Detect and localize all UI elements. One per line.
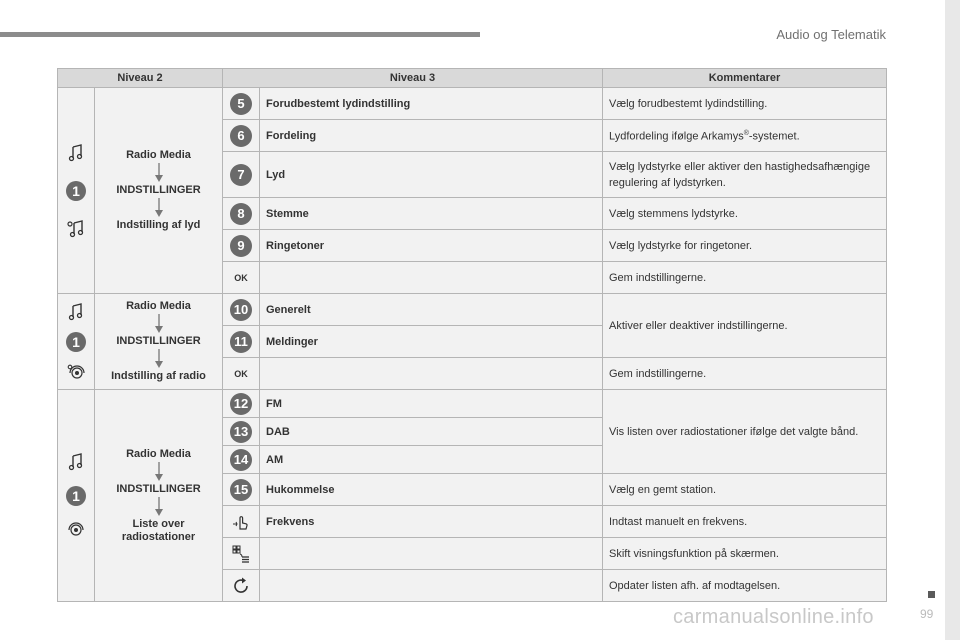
setting-label: Stemme	[260, 198, 603, 230]
music-note-icon	[66, 302, 86, 322]
setting-label	[260, 570, 603, 602]
table-row	[58, 294, 887, 326]
setting-label	[260, 262, 603, 294]
radio-icon	[66, 520, 86, 540]
step-number: 10	[223, 294, 260, 326]
music-settings-icon	[66, 219, 86, 239]
step-number: 9	[223, 230, 260, 262]
table-row	[58, 390, 887, 418]
step-badge: 1	[66, 486, 86, 506]
table-row	[58, 88, 887, 120]
step-number: 15	[223, 474, 260, 506]
step-icon-cell	[223, 506, 260, 538]
page-number: 99	[920, 607, 934, 621]
menu-path-step: Radio Media	[126, 149, 191, 161]
view-mode-icon	[231, 544, 251, 564]
setting-label: AM	[260, 446, 603, 474]
setting-label: FM	[260, 390, 603, 418]
menu-path-step: Indstilling af radio	[111, 370, 206, 382]
arrow-down-icon	[154, 163, 164, 183]
ok-step: OK	[223, 358, 260, 390]
section-icons	[58, 88, 95, 294]
setting-comment: Vælg forudbestemt lydindstilling.	[603, 88, 887, 120]
header-niveau2: Niveau 2	[58, 69, 223, 88]
arrow-down-icon	[154, 349, 164, 369]
setting-label	[260, 358, 603, 390]
setting-comment: Aktiver eller deaktiver indstillingerne.	[603, 294, 887, 358]
step-number: 14	[223, 446, 260, 474]
settings-table	[57, 68, 887, 602]
menu-path-step: INDSTILLINGER	[116, 184, 201, 196]
arrow-down-icon	[154, 314, 164, 334]
setting-comment: Vis listen over radiostationer ifølge det valgte bånd.	[603, 390, 887, 474]
menu-path-step: INDSTILLINGER	[116, 482, 201, 495]
step-badge: 1	[66, 181, 86, 201]
setting-label: Hukommelse	[260, 474, 603, 506]
step-number: 11	[223, 326, 260, 358]
arrow-down-icon	[154, 497, 164, 517]
setting-comment: Indtast manuelt en frekvens.	[603, 506, 887, 538]
setting-label: Generelt	[260, 294, 603, 326]
step-badge: 1	[66, 332, 86, 352]
touch-icon	[231, 512, 251, 532]
setting-label	[260, 538, 603, 570]
header-niveau3: Niveau 3	[223, 69, 603, 88]
setting-comment: Opdater listen afh. af modtagelsen.	[603, 570, 887, 602]
setting-label: Meldinger	[260, 326, 603, 358]
setting-label: Frekvens	[260, 506, 603, 538]
setting-comment: Vælg en gemt station.	[603, 474, 887, 506]
arrow-down-icon	[154, 462, 164, 482]
menu-path	[95, 88, 223, 294]
music-note-icon	[66, 143, 86, 163]
menu-path-step: INDSTILLINGER	[116, 335, 201, 347]
header-kommentarer: Kommentarer	[603, 69, 887, 88]
music-note-icon	[66, 452, 86, 472]
setting-comment: Gem indstillingerne.	[603, 262, 887, 294]
side-marker	[928, 591, 935, 598]
setting-label: Ringetoner	[260, 230, 603, 262]
watermark: carmanualsonline.info	[673, 606, 874, 628]
step-number: 12	[223, 390, 260, 418]
section-icons	[58, 294, 95, 390]
step-number: 5	[223, 88, 260, 120]
menu-path-step: Indstilling af lyd	[116, 219, 201, 231]
refresh-icon	[231, 576, 251, 596]
setting-label: DAB	[260, 418, 603, 446]
ok-step: OK	[223, 262, 260, 294]
step-number: 13	[223, 418, 260, 446]
menu-path-step: Liste over radiostationer	[121, 517, 196, 543]
step-number: 7	[223, 152, 260, 198]
menu-path	[95, 294, 223, 390]
top-rule	[0, 32, 480, 37]
menu-path-step: Radio Media	[126, 300, 191, 312]
setting-comment: Vælg lydstyrke for ringetoner.	[603, 230, 887, 262]
step-icon-cell	[223, 570, 260, 602]
menu-path	[95, 390, 223, 602]
side-band	[945, 0, 960, 640]
section-icons	[58, 390, 95, 602]
setting-label: Forudbestemt lydindstilling	[260, 88, 603, 120]
arrow-down-icon	[154, 198, 164, 218]
setting-label: Lyd	[260, 152, 603, 198]
setting-comment: Skift visningsfunktion på skærmen.	[603, 538, 887, 570]
menu-path-step: Radio Media	[126, 447, 191, 460]
step-number: 6	[223, 120, 260, 152]
step-number: 8	[223, 198, 260, 230]
setting-comment: Vælg stemmens lydstyrke.	[603, 198, 887, 230]
setting-comment: Gem indstillingerne.	[603, 358, 887, 390]
page-header-title: Audio og Telematik	[776, 27, 886, 42]
step-icon-cell	[223, 538, 260, 570]
table-header-row	[58, 69, 887, 88]
setting-comment: Vælg lydstyrke eller aktiver den hastighedsafhængige regulering af lydstyrken.	[603, 152, 887, 198]
radio-settings-icon	[66, 362, 86, 382]
setting-comment: Lydfordeling ifølge Arkamys®-systemet.	[603, 120, 887, 152]
setting-label: Fordeling	[260, 120, 603, 152]
